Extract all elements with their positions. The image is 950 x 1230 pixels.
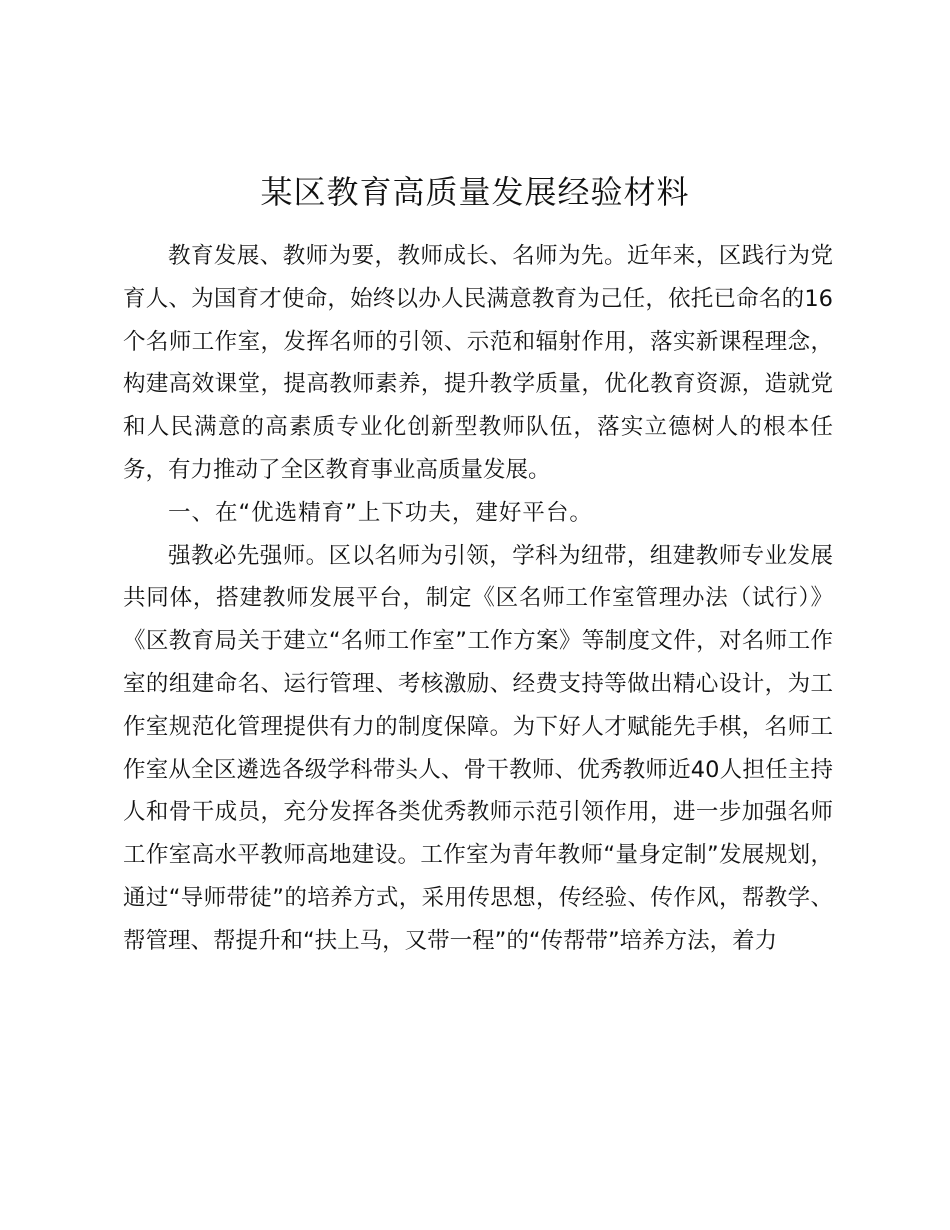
section-heading-1: 一、在“优选精育”上下功夫，建好平台。	[168, 499, 593, 526]
intro-paragraph: 教育发展、教师为要，教师成长、名师为先。近年来，区践行为党育人、为国育才使命，始终以办人民满意教育为己任，依托已命名的16个名师工作室，发挥名师的引领、示范和辐射作用，落实新课程理念，构建高效课堂，提高教师素养，提升教学质量，优化教育资源，造就党和人民满意的高素质专业化创新型教师队伍，落实立德树人的根本任务，有力推动了全区教育事业高质量发展。	[123, 243, 833, 483]
section-1-paragraph: 强教必先强师。区以名师为引领，学科为纽带，组建教师专业发展共同体，搭建教师发展平台，制定《区名师工作室管理办法（试行）》《区教育局关于建立“名师工作室”工作方案》等制度文件，对名师工作室的组建命名、运行管理、考核激励、经费支持等做出精心设计，为工作室规范化管理提供有力的制度保障。为下好人才赋能先手棋，名师工作室从全区遴选各级学科带头人、骨干教师、优秀教师近40人担任主持人和骨干成员，充分发挥各类优秀教师示范引领作用，进一步加强名师工作室高水平教师高地建设。工作室为青年教师“量身定制”发展规划，通过“导师带徒”的培养方式，采用传思想，传经验、传作风，帮教学、帮管理、帮提升和“扶上马，又带一程”的“传帮带”培养方法，着力	[123, 542, 833, 954]
document-title: 某区教育高质量发展经验材料	[260, 173, 690, 211]
document-body	[123, 235, 833, 963]
